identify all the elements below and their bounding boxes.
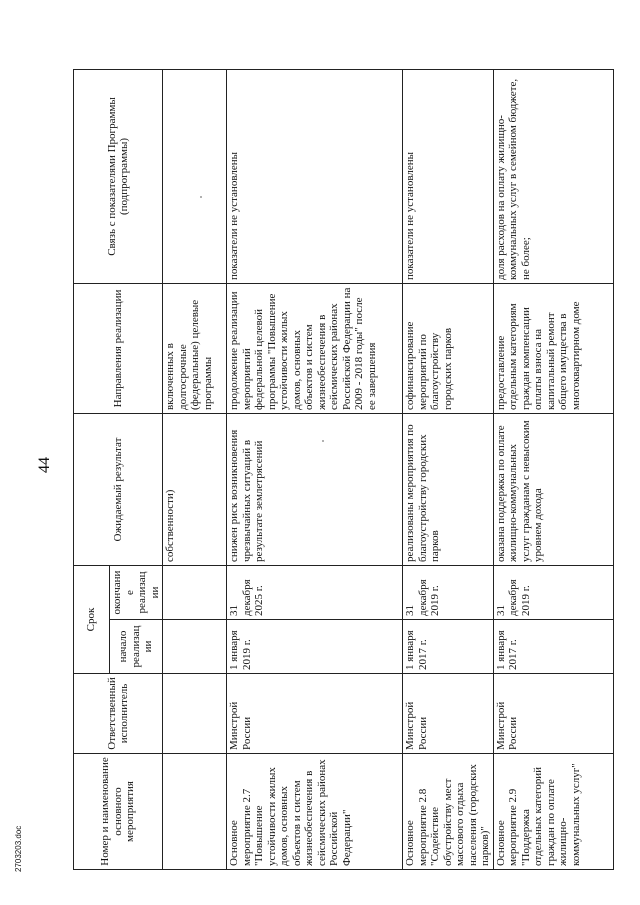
measure-name: Основное мероприятие 2.9 "Поддержка отдельных категорий граждан по оплате жилищно-коммунальных услуг" bbox=[493, 754, 613, 870]
start-date: 1 января 2019 г. bbox=[227, 620, 403, 674]
measure-name: Основное мероприятие 2.8 "Содействие обустройству мест массового отдыха населения (городских парков)" bbox=[403, 754, 494, 870]
expected-result: реализованы мероприятия по благоустройству городских парков bbox=[403, 414, 494, 566]
expected-result: оказана поддержка по оплате жилищно-коммунальных услуг гражданам с невысоким уровнем дохода bbox=[493, 414, 613, 566]
header-row-1 bbox=[74, 70, 110, 870]
table-row bbox=[493, 70, 613, 870]
directions: софинансирование мероприятий по благоустройству городских парков bbox=[403, 284, 494, 414]
continuation-directions: включенных в долгосрочные (федеральные) целевые программы bbox=[163, 284, 227, 414]
header-period: Срок bbox=[74, 566, 110, 674]
responsible: Минстрой России bbox=[493, 674, 613, 754]
start-date: 1 января 2017 г. bbox=[403, 620, 494, 674]
responsible: Минстрой России bbox=[403, 674, 494, 754]
end-date: 31 декабря 2019 г. bbox=[493, 566, 613, 620]
scan-speck bbox=[200, 196, 202, 198]
header-directions: Направления реализации bbox=[74, 284, 163, 414]
end-date: 31 декабря 2025 г. bbox=[227, 566, 403, 620]
scan-speck bbox=[322, 440, 324, 442]
header-start: начало реализации bbox=[110, 620, 163, 674]
indicators: показатели не установлены bbox=[227, 70, 403, 284]
page-number: 44 bbox=[36, 457, 53, 473]
responsible: Минстрой России bbox=[227, 674, 403, 754]
expected-result: снижен риск возникновения чрезвычайных ситуаций в результате землетрясений bbox=[227, 414, 403, 566]
indicators: показатели не установлены bbox=[403, 70, 494, 284]
directions: предоставление отдельным категориям граждан компенсации оплаты взноса на капитальный ремонт общего имущества в многоквартирном доме bbox=[493, 284, 613, 414]
measure-name: Основное мероприятие 2.7 "Повышение устойчивости жилых домов, основных объектов и систем жизнеобеспечения в сейсмических районах Российской Федерации" bbox=[227, 754, 403, 870]
continuation-result: собственности) bbox=[163, 414, 227, 566]
continuation-row bbox=[163, 70, 227, 870]
document-footer: 2703203.doc bbox=[14, 825, 23, 872]
header-number-name: Номер и наименование основного мероприятия bbox=[74, 754, 163, 870]
start-date: 1 января 2017 г. bbox=[493, 620, 613, 674]
indicators: доля расходов на оплату жилищно-коммунальных услуг в семейном бюджете, не более; bbox=[493, 70, 613, 284]
header-result: Ожидаемый результат bbox=[74, 414, 163, 566]
directions: продолжение реализации мероприятий федеральной целевой программы "Повышение устойчивости жилых домов, основных объектов и систем жизнеобеспечения в сейсмических районах Российской Федерации на 2009 - 2018 годы" после ее завершения bbox=[227, 284, 403, 414]
rotated-page-content bbox=[73, 70, 585, 870]
header-responsible: Ответственный исполнитель bbox=[74, 674, 163, 754]
measures-table bbox=[73, 69, 614, 870]
table-row bbox=[403, 70, 494, 870]
end-date: 31 декабря 2019 г. bbox=[403, 566, 494, 620]
header-indicators: Связь с показателями Программы (подпрограммы) bbox=[74, 70, 163, 284]
table-row bbox=[227, 70, 403, 870]
header-end: окончание реализации bbox=[110, 566, 163, 620]
